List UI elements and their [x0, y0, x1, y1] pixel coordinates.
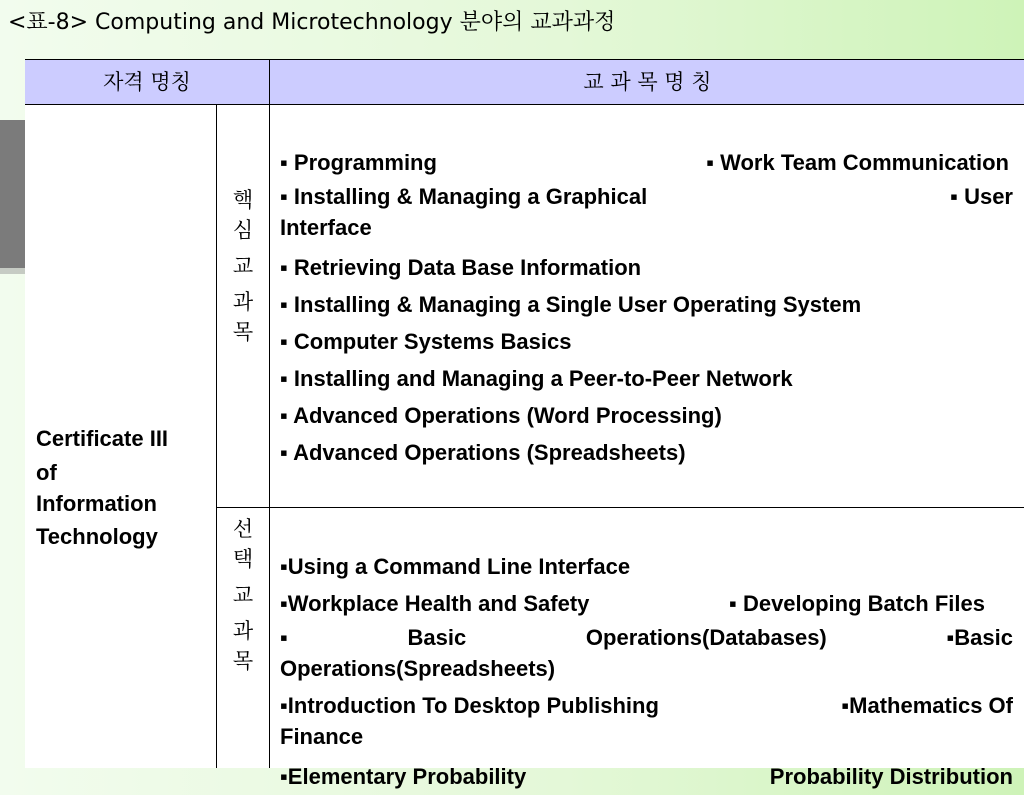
list-item: ▪ Basic Operations(Databases) ▪Basic: [280, 625, 1013, 650]
list-item: ▪Workplace Health and Safety ▪ Developing Batch Files: [280, 591, 985, 616]
list-item: Interface: [280, 215, 372, 240]
list-item: ▪Elementary Probability Probability Distribution: [280, 764, 1013, 789]
divider-horizontal-core-elective: [216, 507, 1024, 508]
core-courses-label: [218, 185, 268, 347]
certificate-name: [36, 421, 206, 555]
core-course-list: [280, 144, 1013, 471]
divider-vertical-cert: [216, 104, 217, 768]
certificate-line: Technology: [36, 524, 158, 549]
divider-vertical-category: [269, 104, 270, 768]
list-item: Operations(Spreadsheets): [280, 656, 556, 681]
list-item: Finance: [280, 724, 364, 749]
elective-course-list: [280, 548, 1013, 795]
label-char: 과: [232, 619, 254, 643]
list-item: ▪ Advanced Operations (Word Processing): [280, 403, 722, 428]
list-item: ▪ Computer Systems Basics: [280, 329, 572, 354]
certificate-line: Certificate III: [36, 426, 169, 451]
list-item: ▪Introduction To Desktop Publishing ▪Mathematics Of: [280, 693, 1013, 718]
header-qualification-name: 자격 명칭: [25, 59, 269, 105]
list-item: ▪ Advanced Operations (Spreadsheets): [280, 440, 686, 465]
list-item: ▪ Installing & Managing a Single User Operating System: [280, 292, 862, 317]
label-char: 핵: [232, 188, 254, 212]
certificate-line: of: [36, 460, 57, 485]
accent-bar: [0, 120, 26, 268]
list-item: ▪ Retrieving Data Base Information: [280, 255, 642, 280]
label-char: 교: [232, 254, 254, 278]
label-char: 목: [232, 320, 254, 344]
header-course-name: 교 과 목 명 칭: [269, 59, 1024, 105]
list-item: ▪Using a Command Line Interface: [280, 554, 631, 579]
label-char: 선: [232, 517, 254, 541]
curriculum-table: [25, 59, 1024, 789]
accent-bar-shadow: [0, 268, 26, 274]
certificate-line: Information: [36, 491, 157, 516]
label-char: 목: [232, 649, 254, 673]
elective-courses-label: [218, 514, 268, 676]
list-item: ▪ Installing and Managing a Peer-to-Peer Network: [280, 366, 793, 391]
label-char: 택: [232, 547, 254, 571]
label-char: 교: [232, 583, 254, 607]
list-item: ▪ Programming ▪ Work Team Communication: [280, 150, 1009, 175]
label-char: 심: [232, 218, 254, 242]
list-item: ▪ Installing & Managing a Graphical ▪ User: [280, 184, 1013, 209]
page-title: <표-8> Computing and Microtechnology 분야의 교과과정: [8, 10, 616, 35]
label-char: 과: [232, 290, 254, 314]
